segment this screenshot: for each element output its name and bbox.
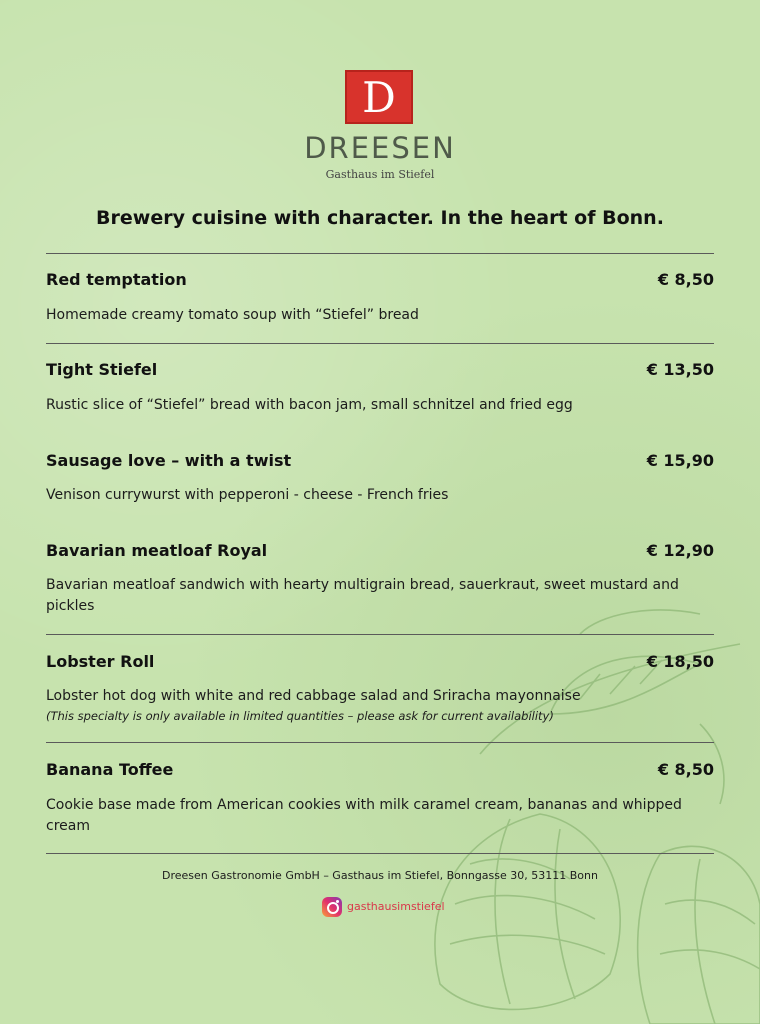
menu-item-price: € 15,90 [646,451,714,470]
menu-item-name: Bavarian meatloaf Royal [46,541,268,560]
menu-item-description: Bavarian meatloaf sandwich with hearty multigrain bread, sauerkraut, sweet mustard and pickles [46,577,679,614]
menu-item-description: Cookie base made from American cookies with milk caramel cream, bananas and whipped cream [46,797,682,834]
menu-item-name: Lobster Roll [46,652,155,671]
footer-address: Dreesen Gastronomie GmbH – Gasthaus im Stiefel, Bonngasse 30, 53111 Bonn [162,869,598,882]
dreesen-logo [345,70,413,124]
menu-item-name: Tight Stiefel [46,360,158,379]
page-title: Brewery cuisine with character. In the heart of Bonn. [96,207,664,229]
menu-item-name: Banana Toffee [46,760,174,779]
menu-item-price: € 18,50 [646,652,714,671]
menu-item-price: € 8,50 [657,270,714,289]
brand-name: DREESEN [304,131,456,165]
menu-item-description: Venison currywurst with pepperoni - cheese - French fries [46,487,449,503]
divider [46,742,714,743]
divider [46,634,714,635]
divider [46,343,714,344]
menu-item-description: Rustic slice of “Stiefel” bread with bacon jam, small schnitzel and fried egg [46,397,573,413]
instagram-handle[interactable]: gasthausimstiefel [347,900,445,913]
instagram-icon[interactable] [322,897,342,917]
menu-item-price: € 8,50 [657,760,714,779]
menu-item-name: Sausage love – with a twist [46,451,292,470]
menu-item-price: € 13,50 [646,360,714,379]
menu-item-price: € 12,90 [646,541,714,560]
divider [46,853,714,854]
menu-item-description: Homemade creamy tomato soup with “Stiefel” bread [46,307,419,323]
menu-item-description: Lobster hot dog with white and red cabbage salad and Sriracha mayonnaise [46,688,581,704]
menu-item-note: (This specialty is only available in limited quantities – please ask for current availability) [46,709,554,723]
brand-subtitle: Gasthaus im Stiefel [325,168,435,181]
logo-letter: D [362,73,396,122]
divider [46,253,714,254]
menu-item-name: Red temptation [46,270,187,289]
